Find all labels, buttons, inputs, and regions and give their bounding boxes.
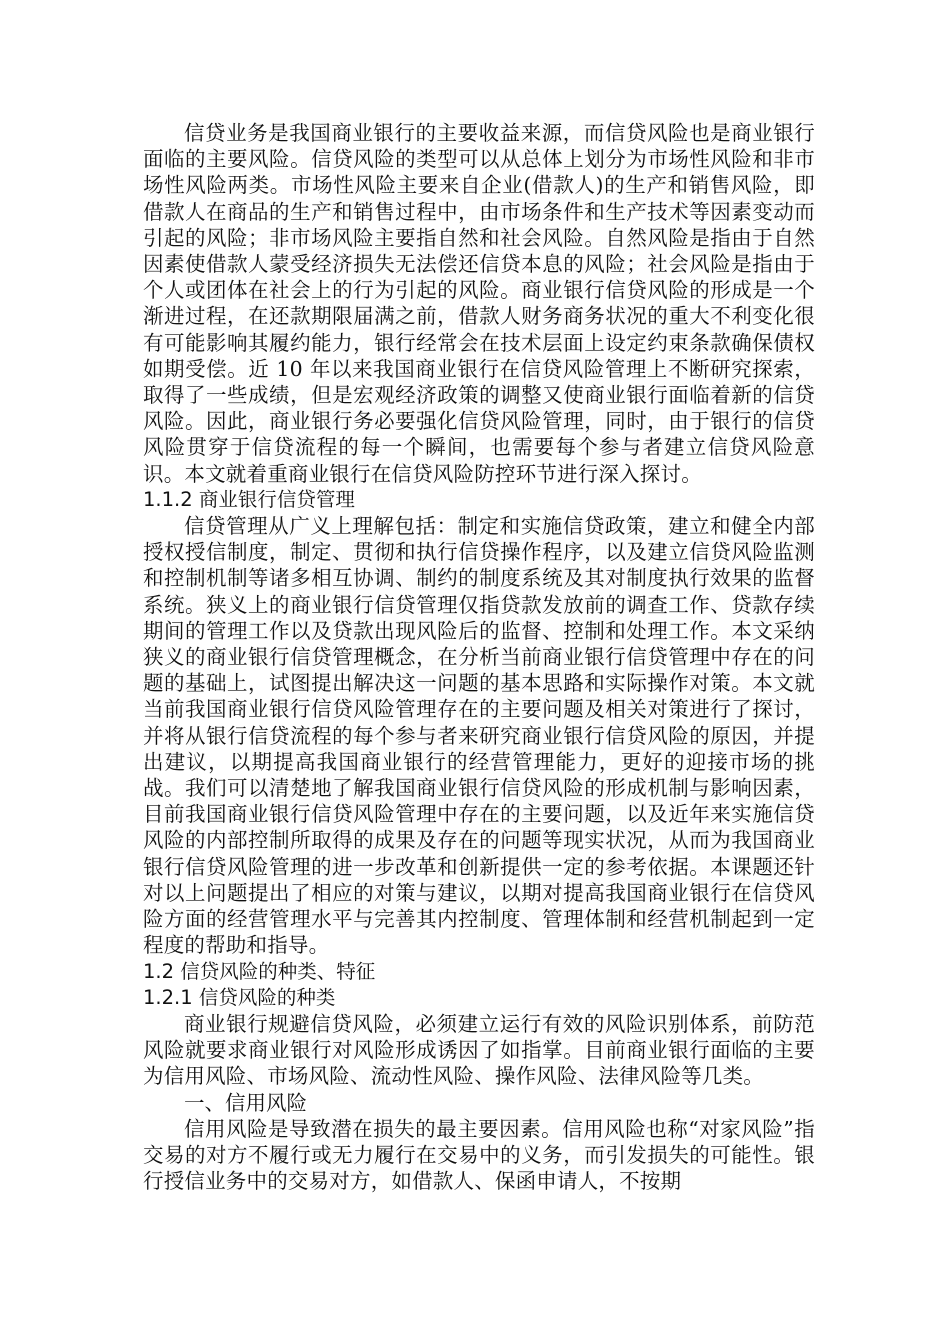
document-page [143,120,815,1194]
paragraph-credit-risk-definition: 信用风险是导致潜在损失的最主要因素。信用风险也称“对家风险”指交易的对方不履行或无力履行在交易中的义务，而引发损失的可能性。银行授信业务中的交易对方，如借款人、保函申请人，不按期 [143,1116,815,1194]
paragraph-credit-management: 信贷管理从广义上理解包括：制定和实施信贷政策，建立和健全内部授权授信制度，制定、贯彻和执行信贷操作程序，以及建立信贷风险监测和控制机制等诸多相互协调、制约的制度系统及其对制度执行效果的监督系统。狭义上的商业银行信贷管理仅指贷款发放前的调查工作、贷款存续期间的管理工作以及贷款出现风险后的监督、控制和处理工作。本文采纳狭义的商业银行信贷管理概念，在分析当前商业银行信贷管理中存在的问题的基础上，试图提出解决这一问题的基本思路和实际操作对策。本文就当前我国商业银行信贷风险管理存在的主要问题及相关对策进行了探讨，并将从银行信贷流程的每个参与者来研究商业银行信贷风险的原因，并提出建议，以期提高我国商业银行的经营管理能力，更好的迎接市场的挑战。我们可以清楚地了解我国商业银行信贷风险的形成机制与影响因素，目前我国商业银行信贷风险管理中存在的主要问题，以及近年来实施信贷风险的内部控制所取得的成果及存在的问题等现实状况，从而为我国商业银行信贷风险管理的进一步改革和创新提供一定的参考依据。本课题还针对以上问题提出了相应的对策与建议，以期对提高我国商业银行在信贷风险方面的经营管理水平与完善其内控制度、管理体制和经营机制起到一定程度的帮助和指导。 [143,514,815,958]
list-item-credit-risk: 一、信用风险 [184,1090,307,1115]
paragraph-credit-risk-intro: 信贷业务是我国商业银行的主要收益来源，而信贷风险也是商业银行面临的主要风险。信贷风险的类型可以从总体上划分为市场性风险和非市场性风险两类。市场性风险主要来自企业(借款人)的生产和销售风险，即借款人在商品的生产和销售过程中，由市场条件和生产技术等因素变动而引起的风险；非市场风险主要指自然和社会风险。自然风险是指由于自然因素使借款人蒙受经济损失无法偿还信贷本息的风险；社会风险是指由于个人或团体在社会上的行为引起的风险。商业银行信贷风险的形成是一个渐进过程，在还款期限届满之前，借款人财务商务状况的重大不利变化很有可能影响其履约能力，银行经常会在技术层面上设定约束条款确保债权如期受偿。近 10 年以来我国商业银行在信贷风险管理上不断研究探索，取得了一些成绩，但是宏观经济政策的调整又使商业银行面临着新的信贷风险。因此，商业银行务必要强化信贷风险管理，同时，由于银行的信贷风险贯穿于信贷流程的每一个瞬间，也需要每个参与者建立信贷风险意识。本文就着重商业银行在信贷风险防控环节进行深入探讨。 [143,121,815,486]
heading-1-2: 1.2 信贷风险的种类、特征 [143,959,376,983]
heading-1-2-1: 1.2.1 信贷风险的种类 [143,985,336,1009]
heading-1-1-2: 1.1.2 商业银行信贷管理 [143,487,355,511]
paragraph-risk-types: 商业银行规避信贷风险，必须建立运行有效的风险识别体系，前防范风险就要求商业银行对风险形成诱因了如指掌。目前商业银行面临的主要为信用风险、市场风险、流动性风险、操作风险、法律风险等几类。 [143,1011,815,1089]
